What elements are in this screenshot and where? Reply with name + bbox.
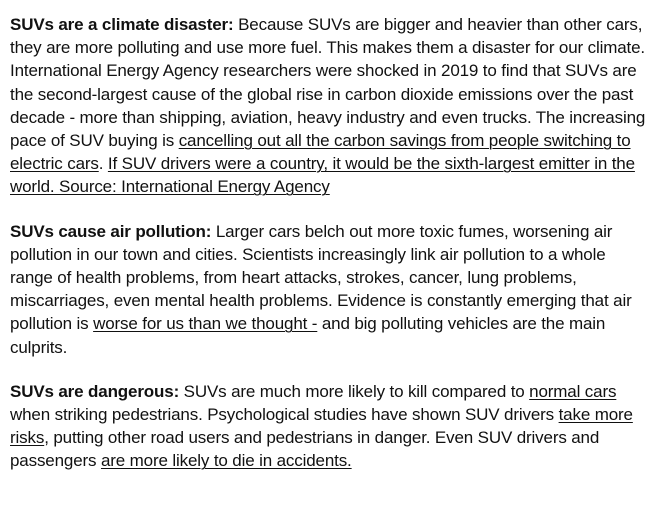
body-text: , putting other road users and pedestrians in danger. Even SUV drivers and passengers (10, 428, 600, 471)
body-text: Because SUVs are bigger and heavier than other cars, they are more polluting and use more fuel. This makes them a disaster for our climate. International Energy Agency researchers were shocked in 2019 to find that SUVs are the second-largest cause of the global rise in carbon dioxide emissions over the past decade - more than shipping, aviation, heavy industry and even trucks. The increasing pace of SUV buying is (10, 15, 646, 151)
paragraph-dangerous (10, 380, 646, 473)
link-worse-than-thought[interactable]: worse for us than we thought - (93, 314, 318, 334)
body-text: . (98, 154, 108, 174)
link-more-likely-to-die[interactable]: are more likely to die in accidents. (100, 451, 352, 471)
body-text: and big polluting vehicles are the main culprits. (10, 314, 606, 357)
body-text: when striking pedestrians. Psychological studies have shown SUV drivers (10, 405, 559, 425)
paragraph-heading: SUVs are a climate disaster: (10, 15, 234, 34)
paragraph-climate-disaster (10, 13, 646, 199)
paragraph-heading: SUVs cause air pollution: (10, 221, 212, 241)
link-normal-cars[interactable]: normal cars (529, 381, 617, 401)
link-sixth-largest-emitter[interactable]: If SUV drivers were a country, it would be the sixth-largest emitter in the world. Source: International Energy Agency (10, 154, 635, 197)
paragraph-air-pollution (10, 220, 646, 359)
body-text: SUVs are much more likely to kill compared to (179, 381, 530, 401)
link-cancelling-carbon-savings[interactable]: cancelling out all the carbon savings from people switching to electric cars (10, 131, 631, 174)
link-take-more-risks[interactable]: take more risks (10, 405, 633, 448)
body-text: Larger cars belch out more toxic fumes, worsening air pollution in our town and cities. Scientists increasingly link air pollution to a whole range of health problems, from heart attacks, strokes, cancer, lung problems, miscarriages, even mental health problems. Evidence is constantly emerging that air pollution is (10, 221, 632, 334)
paragraph-heading: SUVs are dangerous: (10, 381, 180, 401)
